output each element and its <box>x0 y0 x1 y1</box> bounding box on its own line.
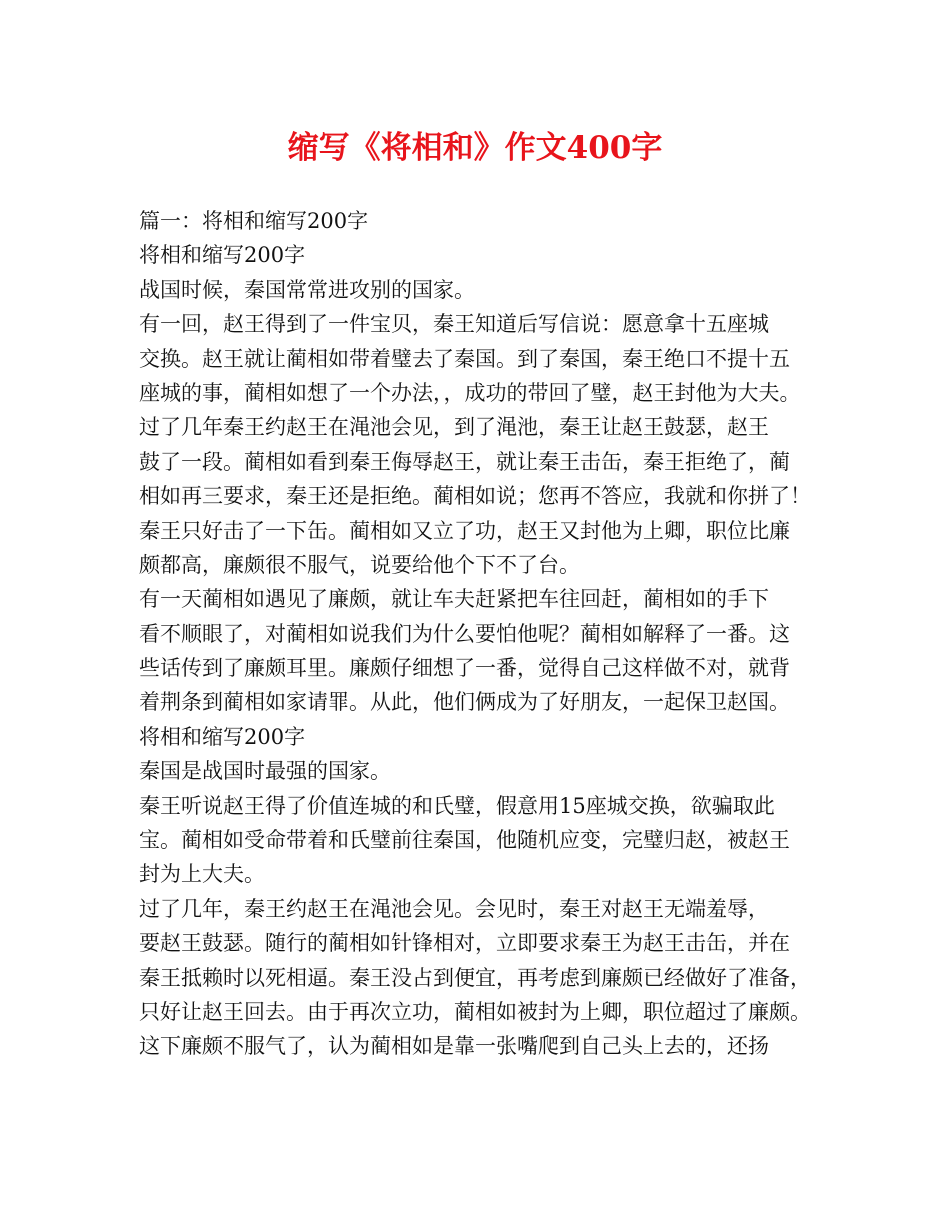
text-line: 交换。赵王就让蔺相如带着璧去了秦国。到了秦国，秦王绝口不提十五 <box>139 346 790 371</box>
text-line: 战国时候，秦国常常进攻别的国家。 <box>139 277 475 302</box>
text-line: 颇都高，廉颇很不服气，说要给他个下不了台。 <box>139 552 580 577</box>
text-line: 过了几年，秦王约赵王在渑池会见。会见时，秦王对赵王无端羞辱， <box>139 896 769 921</box>
text-line: 有一天蔺相如遇见了廉颇，就让车夫赶紧把车往回赶，蔺相如的手下 <box>139 587 769 612</box>
text-line: 宝。蔺相如受命带着和氏璧前往秦国，他随机应变，完璧归赵，被赵王 <box>139 828 790 853</box>
text-line: 着荆条到蔺相如家请罪。从此，他们俩成为了好朋友，一起保卫赵国。 <box>139 690 790 715</box>
text-line: 将相和缩写200字 <box>139 243 306 268</box>
text-line: 这下廉颇不服气了，认为蔺相如是靠一张嘴爬到自己头上去的，还扬 <box>139 1034 769 1059</box>
text-line: 座城的事，蔺相如想了一个办法，，成功的带回了璧，赵王封他为大夫。 <box>139 380 801 405</box>
text-line: 篇一：将相和缩写200字 <box>139 209 369 233</box>
text-line: 鼓了一段。蔺相如看到秦王侮辱赵王，就让秦王击缶，秦王拒绝了，蔺 <box>139 449 790 474</box>
text-line: 秦王只好击了一下缶。蔺相如又立了功，赵王又封他为上卿，职位比廉 <box>139 518 790 543</box>
text-line: 要赵王鼓瑟。随行的蔺相如针锋相对，立即要求秦王为赵王击缶，并在 <box>139 931 790 956</box>
text-line: 有一回，赵王得到了一件宝贝，秦王知道后写信说：愿意拿十五座城 <box>139 312 769 337</box>
document-body <box>139 204 829 1064</box>
text-line: 将相和缩写200字 <box>139 724 306 749</box>
text-line: 秦国是战国时最强的国家。 <box>139 759 391 784</box>
text-line: 秦王抵赖时以死相逼。秦王没占到便宜，再考虑到廉颇已经做好了准备， <box>139 965 811 990</box>
text-line: 相如再三要求，秦王还是拒绝。蔺相如说；您再不答应，我就和你拼了！ <box>139 484 811 509</box>
text-line: 只好让赵王回去。由于再次立功，蔺相如被封为上卿，职位超过了廉颇。 <box>139 999 811 1024</box>
text-line: 封为上大夫。 <box>139 862 265 887</box>
text-line: 秦王听说赵王得了价值连城的和氏璧，假意用15座城交换，欲骗取此 <box>139 793 775 818</box>
text-line: 看不顺眼了，对蔺相如说我们为什么要怕他呢？蔺相如解释了一番。这 <box>139 621 790 646</box>
text-line: 过了几年秦王约赵王在渑池会见，到了渑池，秦王让赵王鼓瑟，赵王 <box>139 415 769 440</box>
document-title: 缩写《将相和》作文400字 <box>287 130 663 166</box>
text-line: 些话传到了廉颇耳里。廉颇仔细想了一番，觉得自己这样做不对，就背 <box>139 656 790 681</box>
